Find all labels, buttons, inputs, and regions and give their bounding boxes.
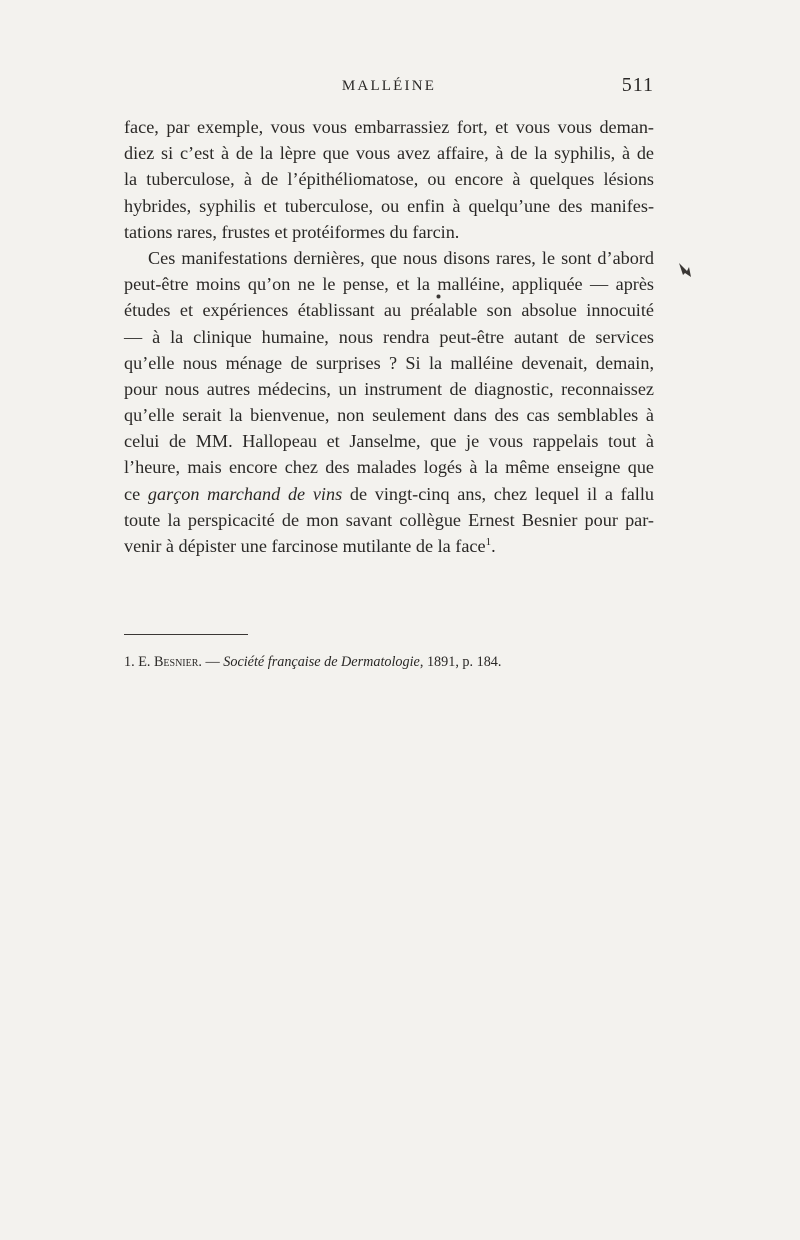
text-line: qu’elle nous ménage de surprises ? Si la malléine devenait, demain,: [124, 352, 654, 373]
text-line: — à la clinique humaine, nous rendra peut-être autant de services: [124, 326, 654, 347]
line-end: .: [491, 536, 496, 556]
footnote-author: E. Besnier.: [138, 654, 202, 670]
footnote-rule: [124, 634, 248, 635]
text-line: l’heure, mais encore chez des malades logés à la même enseigne que: [124, 457, 654, 478]
footnote: [124, 653, 654, 671]
text-line: [124, 481, 654, 507]
footnote-number: 1.: [124, 654, 135, 670]
text-line: pour nous autres médecins, un instrument de diagnostic, reconnaissez: [124, 378, 654, 399]
paragraph-start-line: Ces manifestations dernières, que nous disons rares, le sont d’abord: [148, 247, 654, 268]
footnote-dash: —: [205, 654, 220, 670]
line-text-before: ce: [124, 483, 141, 504]
text-line: peut-être moins qu’on ne le pense, et la malléine, appliquée — après: [124, 274, 654, 295]
ink-speck-decoration: [677, 261, 693, 279]
footnote-details: , 1891, p. 184.: [419, 654, 502, 670]
text-line: études et expériences établissant au préalable son absolue innocuité: [124, 300, 654, 321]
text-line: [124, 533, 654, 559]
footnote-reference: 1: [485, 536, 492, 548]
text-line: hybrides, syphilis et tuberculose, ou enfin à quelqu’une des manifes-: [124, 195, 654, 216]
line-text: venir à dépister une farcinose mutilante de la face: [124, 536, 486, 556]
ink-dot-decoration: [436, 294, 441, 299]
text-line: la tuberculose, à de l’épithéliomatose, ou encore à quelques lésions: [124, 169, 654, 190]
text-line: qu’elle serait la bienvenue, non seulement dans des cas semblables à: [124, 405, 654, 426]
text-line: tations rares, frustes et protéiformes du farcin.: [124, 221, 460, 242]
running-head: [124, 76, 654, 100]
text-line: celui de MM. Hallopeau et Janselme, que je vous rappelais tout à: [124, 431, 654, 452]
line-text-after: de vingt-cinq ans, chez lequel il a fallu: [349, 483, 654, 504]
text-line: diez si c’est à de la lèpre que vous avez affaire, à de la syphilis, à de: [124, 143, 654, 164]
page-number: 511: [621, 74, 654, 96]
text-line: face, par exemple, vous vous embarrassiez fort, et vous vous deman-: [124, 117, 654, 137]
text-line: toute la perspicacité de mon savant collègue Ernest Besnier pour par-: [124, 509, 654, 530]
running-title: MALLÉINE: [341, 78, 437, 94]
footnote-source-title: Société française de Dermatologie: [223, 654, 420, 670]
italic-phrase: garçon marchand de vins: [147, 483, 343, 504]
body-text: [124, 114, 654, 559]
